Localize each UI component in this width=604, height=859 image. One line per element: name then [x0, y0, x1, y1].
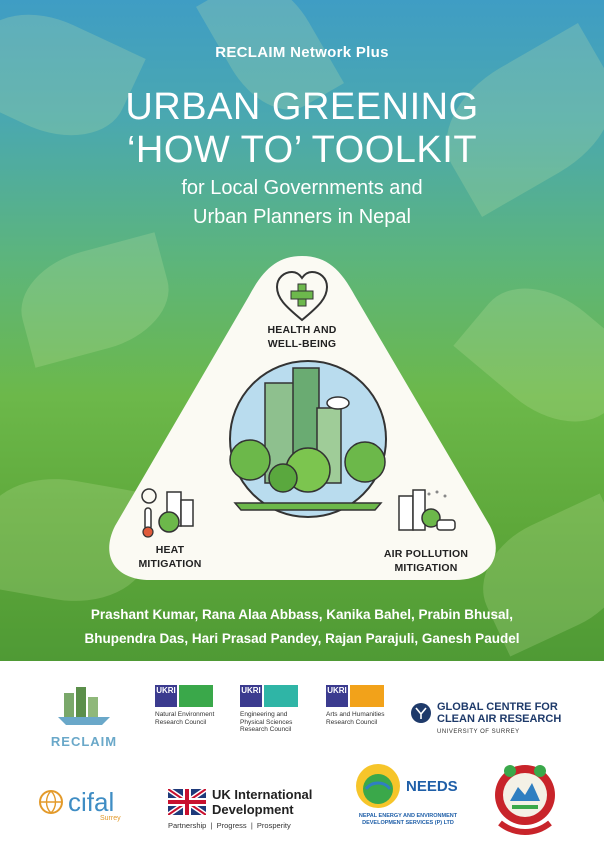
theme-health [252, 323, 352, 351]
gcare-university: UNIVERSITY OF SURREY [437, 729, 520, 735]
cifal-surrey: Surrey [100, 815, 121, 822]
gcare-line-2: CLEAN AIR RESEARCH [437, 713, 562, 725]
cifal-logo [38, 789, 148, 822]
ukri-mark: UKRI [155, 685, 177, 707]
ukid-line-1: UK International [212, 787, 313, 802]
ukid-line-2: Development [212, 802, 294, 817]
partner-logos [0, 661, 604, 859]
ukri-mark: UKRI [326, 685, 348, 707]
title-line-1: URBAN GREENING [125, 86, 479, 128]
sun-globe-icon [352, 761, 404, 811]
series-name: RECLAIM Network Plus [215, 44, 389, 61]
page-subtitle [0, 174, 604, 232]
reclaim-logo [30, 683, 138, 749]
epsrc-logo [240, 685, 312, 734]
needs-wordmark: NEEDS [406, 777, 458, 795]
city-greening-icon [230, 361, 386, 517]
epsrc-name: Engineering and Physical Sciences Research Council [240, 711, 293, 733]
nepal-government-emblem [490, 757, 560, 839]
ukri-mark: UKRI [240, 685, 262, 707]
ahrc-logo [326, 685, 398, 726]
gcare-logo [410, 701, 580, 735]
theme-heat-line-2: MITIGATION [138, 558, 202, 570]
authors [0, 603, 604, 651]
subtitle-line-1: for Local Governments and [181, 177, 423, 199]
reclaim-city-icon [54, 683, 114, 727]
subtitle-line-2: Urban Planners in Nepal [193, 206, 411, 228]
ukid-tagline: Partnership | Progress | Prosperity [168, 821, 291, 830]
stag-emblem-icon [410, 702, 432, 724]
nerc-color-block [179, 685, 213, 707]
ahrc-name: Arts and Humanities Research Council [326, 711, 385, 726]
union-flag-icon [168, 789, 206, 815]
cifal-wordmark: cifal [68, 787, 115, 817]
theme-health-line-2: WELL-BEING [267, 338, 337, 350]
nerc-name: Natural Environment Research Council [155, 711, 215, 726]
nepal-emblem-icon [490, 757, 560, 839]
themes-triangle [105, 248, 500, 588]
epsrc-color-block [264, 685, 298, 707]
gcare-line-1: GLOBAL CENTRE FOR [437, 701, 558, 713]
uk-international-development-logo [168, 787, 338, 830]
ahrc-color-block [350, 685, 384, 707]
theme-air-pollution [370, 547, 482, 575]
theme-heat-line-1: HEAT [155, 544, 185, 556]
nerc-logo [155, 685, 225, 726]
title-line-2: ‘HOW TO’ TOOLKIT [126, 129, 478, 171]
theme-air-line-2: MITIGATION [394, 562, 458, 574]
authors-line-2: Bhupendra Das, Hari Prasad Pandey, Rajan Parajuli, Ganesh Paudel [84, 631, 520, 646]
needs-logo [352, 761, 464, 827]
theme-air-line-1: AIR POLLUTION [383, 548, 469, 560]
theme-heat [120, 543, 220, 571]
authors-line-1: Prashant Kumar, Rana Alaa Abbass, Kanika Bahel, Prabin Bhusal, [90, 607, 514, 622]
globe-icon [38, 789, 64, 815]
reclaim-wordmark: RECLAIM [50, 734, 118, 749]
needs-full-name: NEPAL ENERGY AND ENVIRONMENT DEVELOPMENT SERVICES (P) LTD [358, 813, 458, 826]
page-title [0, 86, 604, 172]
theme-health-line-1: HEALTH AND [267, 324, 337, 336]
